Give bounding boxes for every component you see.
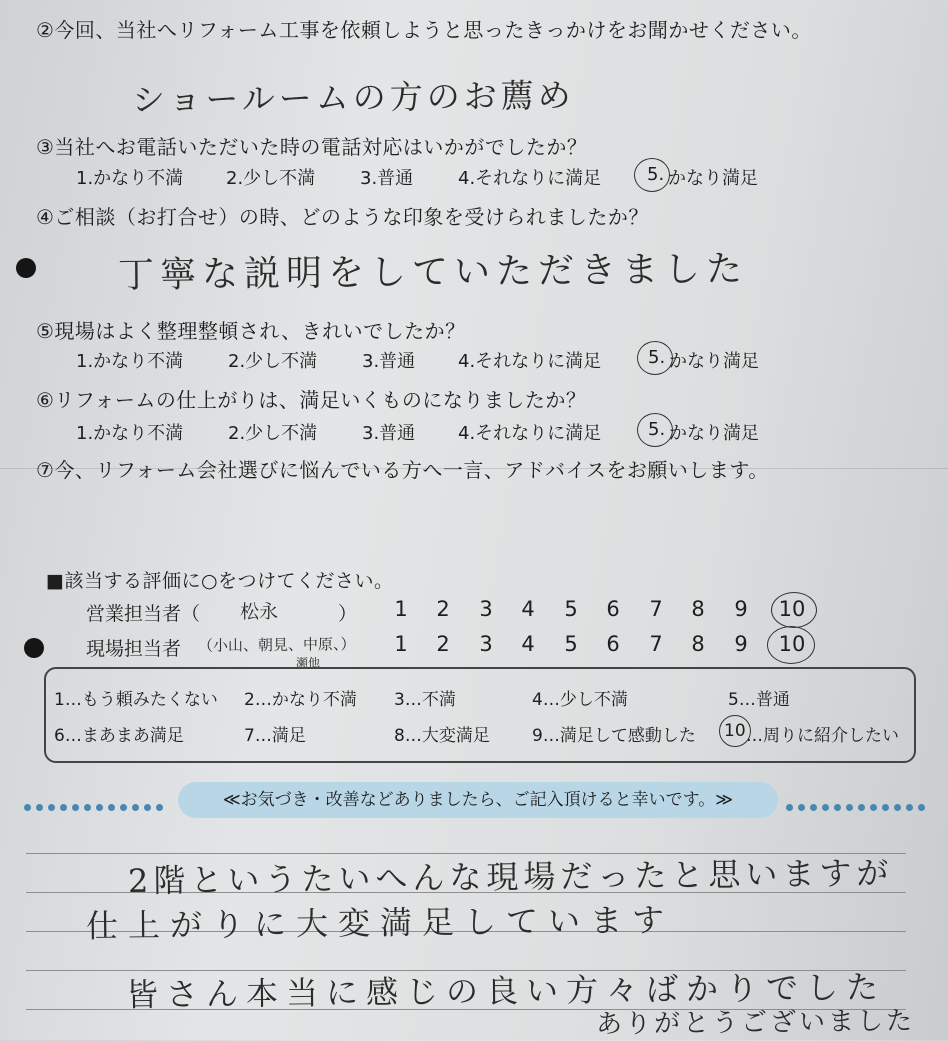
comment-banner: ≪お気づき・改善などありましたら、ご記入頂けると幸いです。≫: [178, 782, 778, 818]
options-row-6: [0, 419, 948, 445]
site-names: （小山、朝見、中原、）: [197, 635, 356, 655]
score-8: 8: [691, 597, 705, 621]
sales-label-close: ）: [338, 603, 358, 625]
legend-1: 1…もう頼みたくない: [54, 690, 218, 710]
legend-10-number: 10: [724, 721, 746, 741]
legend-10: …周りに紹介したい: [746, 726, 899, 746]
score-3: 3: [479, 632, 493, 656]
score-4: 4: [521, 597, 535, 621]
selected-circle: [637, 413, 673, 447]
option-2: 2.少し不満: [226, 168, 316, 189]
dot-divider-left: [24, 796, 168, 806]
option-3: 3.普通: [362, 351, 416, 372]
option-5: かなり満足: [669, 351, 759, 372]
option-1: 1.かなり不満: [76, 423, 184, 444]
option-5: かなり満足: [668, 168, 758, 189]
score-7: 7: [649, 632, 663, 656]
option-2: 2.少し不満: [228, 351, 318, 372]
sales-label: 営業担当者（: [86, 603, 201, 625]
question-3: ③当社へお電話いただいた時の電話対応はいかがでしたか？: [36, 135, 588, 159]
answer-4-handwritten: 丁寧な説明をしていただきました: [117, 248, 749, 297]
score-4: 4: [521, 632, 535, 656]
score-10: 10: [778, 597, 806, 621]
legend-6: 6…まあまあ満足: [54, 726, 184, 746]
score-2: 2: [436, 597, 450, 621]
selected-circle: [634, 158, 670, 192]
score-6: 6: [606, 597, 620, 621]
option-2: 2.少し不満: [228, 423, 318, 444]
legend-4: 4…少し不満: [532, 690, 628, 710]
selected-score-circle: [771, 592, 817, 628]
hole-punch-mark: [16, 258, 36, 278]
score-9: 9: [734, 632, 748, 656]
option-4: 4.それなりに満足: [458, 423, 602, 444]
selected-legend-circle: [719, 715, 751, 747]
score-1: 1: [394, 597, 408, 621]
legend-3: 3…不満: [394, 690, 456, 710]
comment-line-1: 2階というたいへんな現場だったと思いますが: [127, 853, 894, 901]
comment-line-3: 皆さん本当に感じの良い方々ばかりでした: [125, 968, 887, 1014]
score-3: 3: [479, 597, 493, 621]
sales-name: 松永: [239, 600, 279, 624]
legend-2: 2…かなり不満: [244, 690, 357, 710]
score-6: 6: [606, 632, 620, 656]
option-5-number: 5.: [648, 347, 666, 368]
option-4: 4.それなりに満足: [458, 168, 602, 189]
option-1: 1.かなり不満: [76, 351, 184, 372]
comment-line-2: 仕上がりに大変満足しています: [85, 900, 675, 946]
options-row-3: [0, 164, 948, 190]
comment-line-4: ありがとうございました: [595, 1006, 916, 1040]
score-5: 5: [564, 597, 578, 621]
legend-8: 8…大変満足: [394, 726, 490, 746]
score-10: 10: [778, 632, 806, 656]
selected-circle: [637, 341, 673, 375]
score-5: 5: [564, 632, 578, 656]
score-1: 1: [394, 632, 408, 656]
dot-divider-right: [786, 796, 930, 806]
legend-9: 9…満足して感動した: [532, 726, 696, 746]
option-1: 1.かなり不満: [76, 168, 184, 189]
score-2: 2: [436, 632, 450, 656]
question-7: ⑦今、リフォーム会社選びに悩んでいる方へ一言、アドバイスをお願いします。: [36, 458, 769, 482]
site-label: 現場担当者: [86, 638, 182, 660]
legend-7: 7…満足: [244, 726, 306, 746]
score-9: 9: [734, 597, 748, 621]
legend-5: 5…普通: [728, 690, 790, 710]
question-2: ②今回、当社へリフォーム工事を依頼しようと思ったきっかけをお聞かせください。: [36, 18, 812, 42]
selected-score-circle: [767, 626, 815, 664]
option-5: かなり満足: [669, 423, 759, 444]
option-5-number: 5.: [647, 164, 665, 185]
option-3: 3.普通: [362, 423, 416, 444]
question-6: ⑥リフォームの仕上がりは、満足いくものになりましたか？: [36, 388, 587, 412]
rating-legend: [44, 667, 916, 763]
score-8: 8: [691, 632, 705, 656]
answer-2-handwritten: ショールームの方のお薦め: [131, 75, 575, 120]
options-row-5: [0, 347, 948, 373]
site-names-extra: 瀬他: [295, 655, 321, 671]
hole-punch-mark: [24, 638, 44, 658]
option-3: 3.普通: [360, 168, 414, 189]
question-4: ④ご相談（お打合せ）の時、どのような印象を受けられましたか？: [36, 205, 649, 229]
question-5: ⑤現場はよく整理整頓され、きれいでしたか？: [36, 319, 466, 343]
evaluation-heading: ■該当する評価に○をつけてください。: [46, 570, 394, 592]
score-7: 7: [649, 597, 663, 621]
option-5-number: 5.: [648, 419, 666, 440]
option-4: 4.それなりに満足: [458, 351, 602, 372]
